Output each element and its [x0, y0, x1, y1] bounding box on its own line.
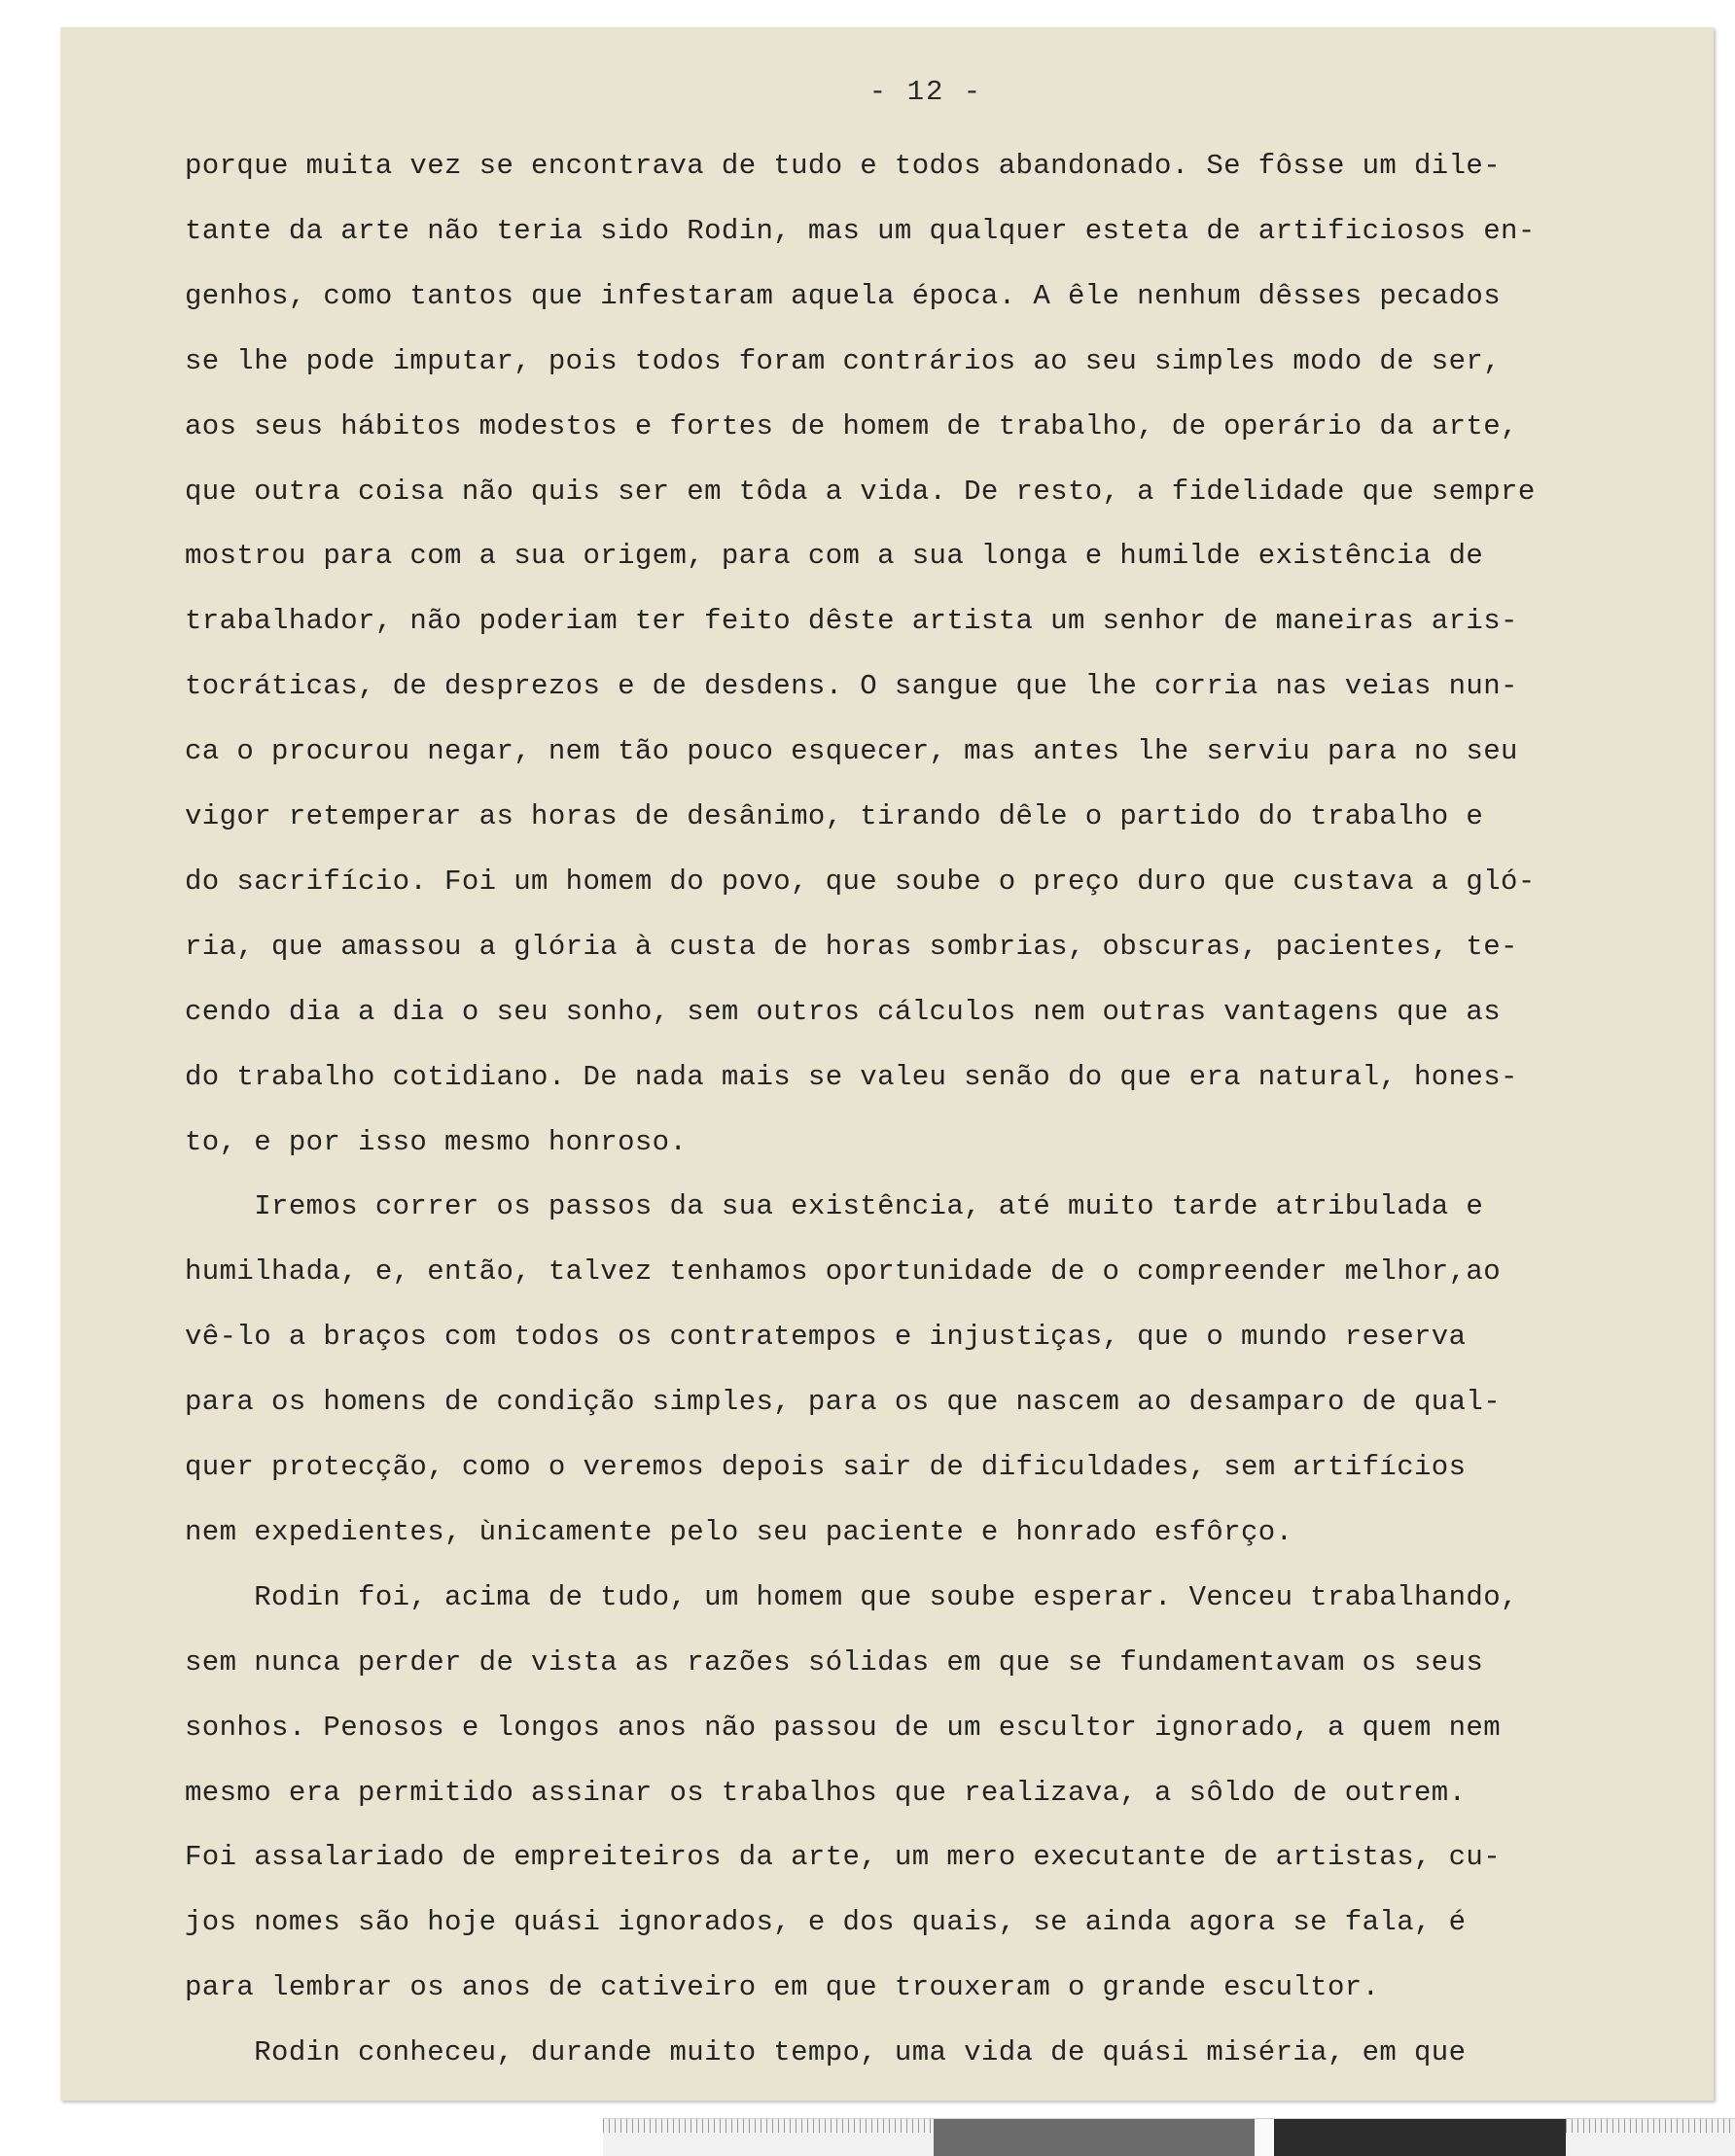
- text-line: aos seus hábitos modestos e fortes de homem de trabalho, de operário da arte,: [185, 410, 1518, 442]
- text-line: tocráticas, de desprezos e de desdens. O sangue que lhe corria nas veias nun-: [185, 670, 1518, 702]
- text-line: Iremos correr os passos da sua existência, até muito tarde atribulada e: [185, 1190, 1484, 1222]
- text-line: ria, que amassou a glória à custa de horas sombrias, obscuras, pacientes, te-: [185, 931, 1518, 963]
- text-line: mesmo era permitido assinar os trabalhos que realizava, a sôldo de outrem.: [185, 1777, 1467, 1809]
- text-line: para lembrar os anos de cativeiro em que trouxeram o grande escultor.: [185, 1971, 1380, 2003]
- text-line: sem nunca perder de vista as razões sólidas em que se fundamentavam os seus: [185, 1646, 1484, 1679]
- text-line: to, e por isso mesmo honroso.: [185, 1126, 688, 1158]
- text-line: do sacrifício. Foi um homem do povo, que soube o preço duro que custava a gló-: [185, 866, 1536, 898]
- text-line: vê-lo a braços com todos os contratempos e injustiças, que o mundo reserva: [185, 1321, 1467, 1353]
- text-line: ca o procurou negar, nem tão pouco esquecer, mas antes lhe serviu para no seu: [185, 735, 1518, 767]
- text-line: vigor retemperar as horas de desânimo, tirando dêle o partido do trabalho e: [185, 800, 1484, 832]
- text-line: Rodin foi, acima de tudo, um homem que soube esperar. Venceu trabalhando,: [185, 1581, 1518, 1613]
- page-number: - 12 -: [868, 76, 983, 108]
- ruler-ticks-right: [1566, 2119, 1735, 2133]
- gray-patch: [934, 2119, 1255, 2156]
- text-line: mostrou para com a sua origem, para com a sua longa e humilde existência de: [185, 540, 1484, 572]
- text-line: Rodin conheceu, durande muito tempo, uma vida de quási miséria, em que: [185, 2036, 1467, 2068]
- text-line: nem expedientes, ùnicamente pelo seu paciente e honrado esfôrço.: [185, 1516, 1293, 1548]
- text-line: genhos, como tantos que infestaram aquela época. A êle nenhum dêsses pecados: [185, 280, 1502, 312]
- text-line: tante da arte não teria sido Rodin, mas um qualquer esteta de artificiosos en-: [185, 215, 1536, 247]
- text-line: do trabalho cotidiano. De nada mais se valeu senão do que era natural, hones-: [185, 1061, 1518, 1093]
- white-patch: [1255, 2119, 1274, 2156]
- text-line: quer protecção, como o veremos depois sair de dificuldades, sem artifícios: [185, 1451, 1467, 1483]
- text-line: sonhos. Penosos e longos anos não passou de um escultor ignorado, a quem nem: [185, 1712, 1502, 1744]
- black-patch: [1274, 2119, 1566, 2156]
- text-line: que outra coisa não quis ser em tôda a vida. De resto, a fidelidade que sempre: [185, 476, 1536, 508]
- ruler-ticks: [603, 2119, 934, 2133]
- text-line: Foi assalariado de empreiteiros da arte, um mero executante de artistas, cu-: [185, 1841, 1502, 1873]
- text-line: cendo dia a dia o seu sonho, sem outros cálculos nem outras vantagens que as: [185, 996, 1502, 1028]
- text-line: porque muita vez se encontrava de tudo e todos abandonado. Se fôsse um dile-: [185, 150, 1502, 182]
- text-line: humilhada, e, então, talvez tenhamos oportunidade de o compreender melhor,ao: [185, 1255, 1502, 1288]
- text-line: se lhe pode imputar, pois todos foram contrários ao seu simples modo de ser,: [185, 345, 1502, 377]
- text-line: trabalhador, não poderiam ter feito dêste artista um senhor de maneiras aris-: [185, 605, 1518, 637]
- text-line: para os homens de condição simples, para os que nascem ao desamparo de qual-: [185, 1386, 1502, 1418]
- text-line: jos nomes são hoje quási ignorados, e dos quais, se ainda agora se fala, é: [185, 1906, 1467, 1938]
- scale-ruler: [603, 2118, 1735, 2156]
